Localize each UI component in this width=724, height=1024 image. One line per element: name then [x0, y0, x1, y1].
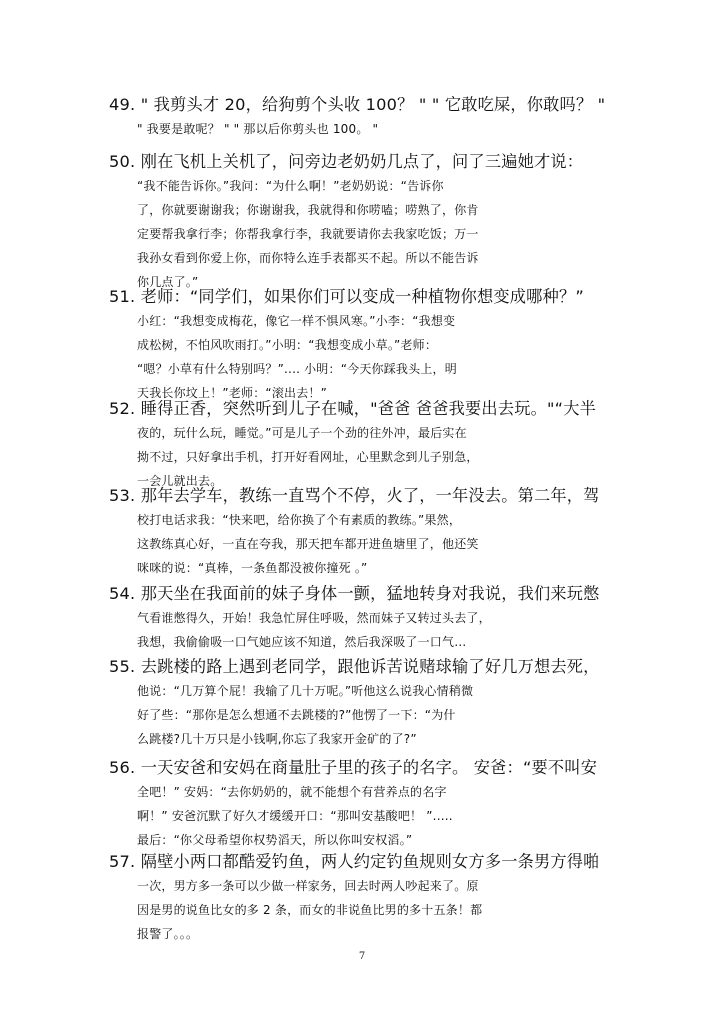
joke-line: " 我要是敢呢？ " " 那以后你剪头也 100。 "	[137, 122, 379, 136]
joke-52	[109, 397, 629, 493]
joke-line: 小红：“我想变成梅花，像它一样不惧风寒。”小李：“我想变	[137, 314, 456, 328]
joke-line: 你几点了。”	[137, 275, 199, 289]
joke-line: 56. 一天安爸和安妈在商量肚子里的孩子的名字。 安爸：“要不叫安	[109, 758, 598, 777]
joke-line: 啊！” 安爸沉默了好久才缓缓开口：“那叫安基酸吧！ ”.....	[137, 809, 453, 823]
joke-49	[109, 93, 629, 141]
joke-line: 52. 睡得正香，突然听到儿子在喊，"爸爸 爸爸我要出去玩。"“大半	[109, 399, 596, 418]
joke-line: 咪咪的说：“真棒，一条鱼都没被你撞死 。”	[137, 561, 368, 575]
joke-line: 49. " 我剪头才 20，给狗剪个头收 100？ " " 它敢吃屎，你敢吗？ "	[109, 95, 606, 114]
joke-line: 校打电话求我：“快来吧，给你换了个有素质的教练。”果然，	[137, 513, 462, 527]
joke-line: 气看谁憋得久，开始！我急忙屏住呼吸，然而妹子又转过头去了，	[137, 611, 491, 625]
joke-line: 55. 去跳楼的路上遇到老同学，跟他诉苦说赌球输了好几万想去死，	[109, 657, 600, 676]
joke-line: 报警了。。。	[137, 927, 199, 941]
joke-line: 一次，男方多一条可以少做一样家务，回去时两人吵起来了。原	[137, 879, 479, 893]
joke-line: 53. 那年去学车，教练一直骂个不停，火了，一年没去。第二年，驾	[109, 486, 600, 505]
joke-54	[109, 582, 629, 654]
joke-line: “嗯？小草有什么特别吗？”.... 小明：“今天你踩我头上，明	[137, 362, 457, 376]
joke-line: 这教练真心好，一直在夸我，那天把车都开进鱼塘里了，他还笑	[137, 537, 479, 551]
joke-line: 我孙女看到你爱上你，而你特么连手表都买不起。所以不能告诉	[137, 251, 479, 265]
joke-line: 我想，我偷偷吸一口气她应该不知道，然后我深吸了一口气…	[137, 635, 467, 649]
joke-56	[109, 756, 629, 852]
joke-line: 夜的，玩什么玩，睡觉。”可是儿子一个劲的往外冲，最后实在	[137, 426, 467, 440]
joke-line: 天我长你坟上！”老师：“滚出去！”	[137, 386, 328, 400]
joke-line: 么跳楼?几十万只是小钱啊,你忘了我家开金矿的了?”	[137, 732, 417, 746]
joke-line: 成松树，不怕风吹雨打。”小明：“我想变成小草。”老师：	[137, 338, 438, 352]
joke-50	[109, 150, 629, 294]
joke-line: 因是男的说鱼比女的多 2 条，而女的非说鱼比男的多十五条！都	[137, 903, 483, 917]
joke-line: 他说：“几万算个屁！我输了几十万呢。”听他这么说我心情稍微	[137, 684, 474, 698]
joke-line: 全吧！” 安妈：“去你奶奶的，就不能想个有营养点的名字	[137, 785, 447, 799]
joke-line: 51. 老师：“同学们，如果你们可以变成一种植物你想变成哪种？”	[109, 287, 584, 306]
joke-line: 50. 刚在飞机上关机了，问旁边老奶奶几点了，问了三遍她才说：	[109, 152, 584, 171]
joke-line: “我不能告诉你。”我问：“为什么啊！”老奶奶说：“告诉你	[137, 179, 444, 193]
joke-55	[109, 655, 629, 751]
joke-line: 定要帮我拿行李；你帮我拿行李，我就要请你去我家吃饭；万一	[137, 227, 479, 241]
joke-53	[109, 484, 629, 580]
joke-line: 一会儿就出去。	[137, 474, 223, 488]
page-number: 7	[358, 951, 366, 962]
joke-line: 拗不过，只好拿出手机，打开好看网址，心里默念到儿子别急，	[137, 450, 479, 464]
joke-line: 好了些：“那你是怎么想通不去跳楼的?”他愣了一下：“为什	[137, 708, 456, 722]
joke-57	[109, 850, 629, 946]
joke-line: 最后：“你父母希望你权势滔天，所以你叫安权滔。”	[137, 833, 413, 847]
joke-51	[109, 285, 629, 405]
joke-line: 57. 隔壁小两口都酷爱钓鱼，两人约定钓鱼规则女方多一条男方得啪	[109, 852, 600, 871]
joke-line: 了，你就要谢谢我；你谢谢我，我就得和你唠嗑；唠熟了，你肯	[137, 203, 479, 217]
joke-line: 54. 那天坐在我面前的妹子身体一颤，猛地转身对我说，我们来玩憋	[109, 584, 600, 603]
